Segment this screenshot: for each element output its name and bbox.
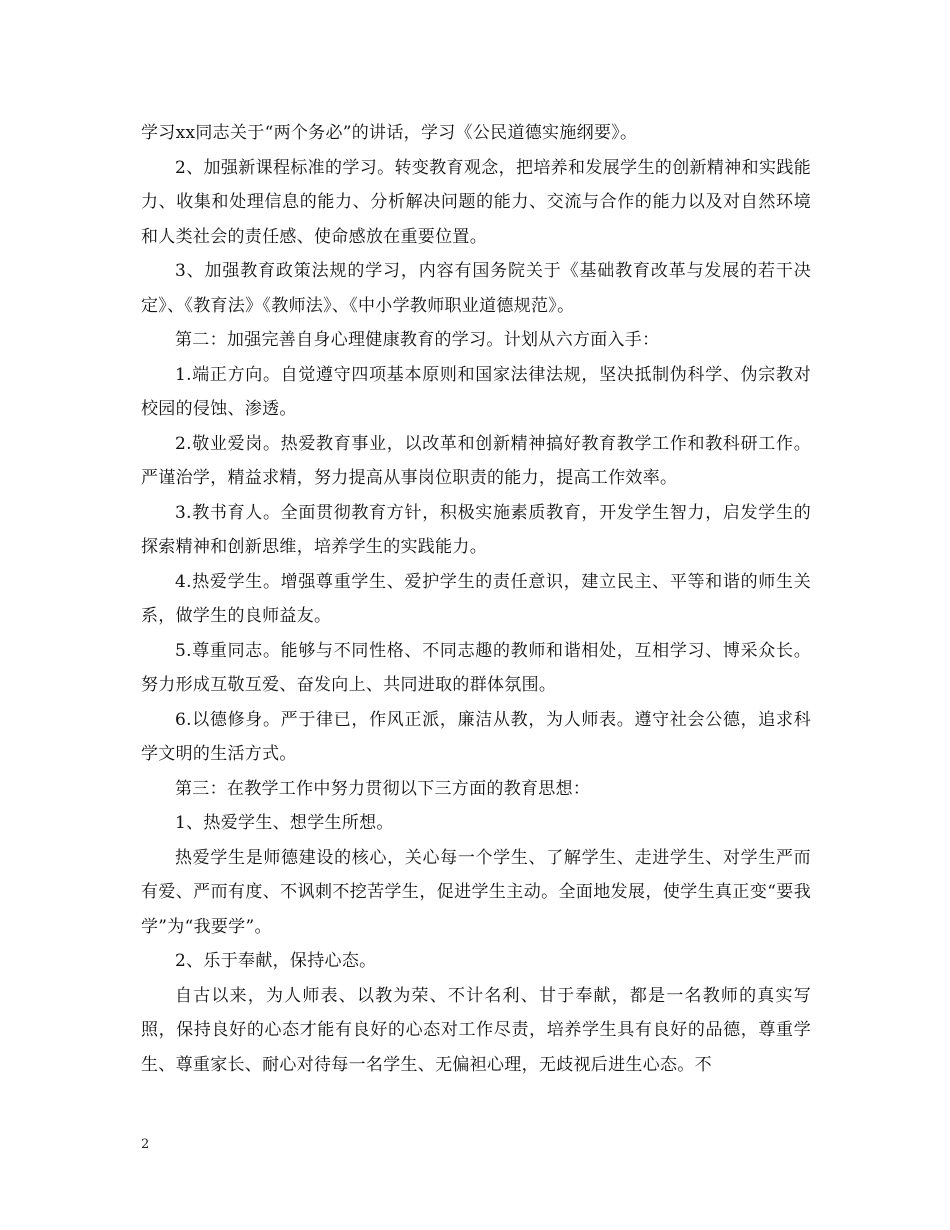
paragraph-14: 2、乐于奉献，保持心态。 [175,951,377,971]
paragraph-10: 6.以德修身。严于律已，作风正派，廉洁从教，为人师表。遵守社会公德，追求科学文明的生活方式。 [141,709,811,764]
paragraph-6: 2.敬业爱岗。热爱教育事业，以改革和创新精神搞好教育教学工作和教科研工作。严谨治学，精益求精，努力提高从事岗位职责的能力，提高工作效率。 [141,433,811,488]
page-number: 2 [141,1137,150,1152]
paragraph-12: 1、热爱学生、想学生所想。 [175,813,394,833]
paragraph-8: 4.热爱学生。增强尊重学生、爱护学生的责任意识，建立民主、平等和谐的师生关系，做学生的良师益友。 [141,571,811,626]
paragraph-1: 学习xx同志关于“两个务必”的讲话，学习《公民道德实施纲要》。 [141,123,638,143]
paragraph-9: 5.尊重同志。能够与不同性格、不同志趣的教师和谐相处，互相学习、博采众长。努力形成互敬互爱、奋发向上、共同进取的群体氛围。 [141,640,811,695]
paragraph-2: 2、加强新课程标准的学习。转变教育观念，把培养和发展学生的创新精神和实践能力、收集和处理信息的能力、分析解决问题的能力、交流与合作的能力以及对自然环境和人类社会的责任感、使命感放在重要位置。 [141,157,811,247]
paragraph-15: 自古以来，为人师表、以教为荣、不计名利、甘于奉献，都是一名教师的真实写照，保持良好的心态才能有良好的心态对工作尽责，培养学生具有良好的品德，尊重学生、尊重家长、耐心对待每一名学生、无偏袒心理，无歧视后进生心态。不 [141,985,811,1075]
document-body [141,116,811,1082]
paragraph-13: 热爱学生是师德建设的核心，关心每一个学生、了解学生、走进学生、对学生严而有爱、严而有度、不讽刺不挖苦学生，促进学生主动。全面地发展，使学生真正变“要我学”为“我要学”。 [141,847,811,937]
paragraph-4: 第二：加强完善自身心理健康教育的学习。计划从六方面入手： [175,330,660,350]
paragraph-3: 3、加强教育政策法规的学习，内容有国务院关于《基础教育改革与发展的若干决定》、《教育法》《教师法》、《中小学教师职业道德规范》。 [141,261,811,316]
paragraph-7: 3.教书育人。全面贯彻教育方针，积极实施素质教育，开发学生智力，启发学生的探索精神和创新思维，培养学生的实践能力。 [141,502,811,557]
paragraph-5: 1.端正方向。自觉遵守四项基本原则和国家法律法规，坚决抵制伪科学、伪宗教对校园的侵蚀、渗透。 [141,364,811,419]
paragraph-11: 第三：在教学工作中努力贯彻以下三方面的教育思想： [175,778,591,799]
